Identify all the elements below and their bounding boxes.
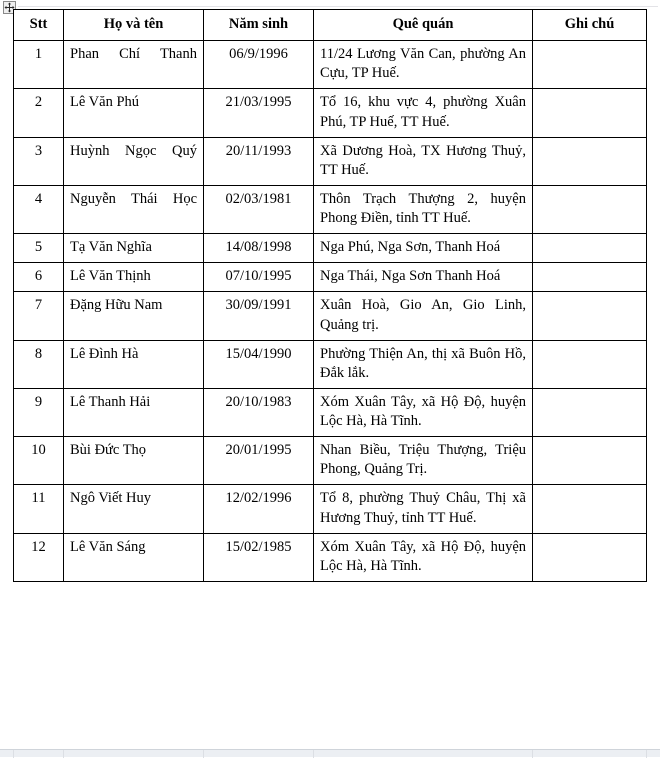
cell-name[interactable]: Ngô Viết Huy bbox=[64, 485, 204, 533]
cell-stt[interactable]: 2 bbox=[14, 89, 64, 137]
cell-hometown[interactable]: Nhan Biều, Triệu Thượng, Triệu Phong, Quảng Trị. bbox=[314, 437, 533, 485]
cell-hometown[interactable]: Phường Thiện An, thị xã Buôn Hồ, Đắk lắk. bbox=[314, 340, 533, 388]
cell-hometown[interactable]: Xóm Xuân Tây, xã Hộ Độ, huyện Lộc Hà, Hà Tĩnh. bbox=[314, 388, 533, 436]
cell-note[interactable] bbox=[533, 89, 647, 137]
table-row bbox=[14, 89, 647, 137]
cell-stt[interactable]: 12 bbox=[14, 533, 64, 581]
cell-name[interactable]: Lê Thanh Hải bbox=[64, 388, 204, 436]
column-header-note[interactable]: Ghi chú bbox=[533, 10, 647, 41]
table-row bbox=[14, 185, 647, 233]
cell-hometown[interactable]: Nga Phú, Nga Sơn, Thanh Hoá bbox=[314, 234, 533, 263]
cell-note[interactable] bbox=[533, 388, 647, 436]
cell-year-of-birth[interactable]: 20/01/1995 bbox=[204, 437, 314, 485]
cell-stt[interactable]: 4 bbox=[14, 185, 64, 233]
cell-name[interactable]: Nguyễn Thái Học bbox=[64, 185, 204, 233]
cell-year-of-birth[interactable]: 02/03/1981 bbox=[204, 185, 314, 233]
cell-note[interactable] bbox=[533, 533, 647, 581]
cell-stt[interactable]: 6 bbox=[14, 263, 64, 292]
cell-stt[interactable]: 1 bbox=[14, 41, 64, 89]
cell-hometown[interactable]: Xóm Xuân Tây, xã Hộ Độ, huyện Lộc Hà, Hà Tĩnh. bbox=[314, 533, 533, 581]
cell-year-of-birth[interactable]: 30/09/1991 bbox=[204, 292, 314, 340]
cell-note[interactable] bbox=[533, 137, 647, 185]
cell-year-of-birth[interactable]: 15/04/1990 bbox=[204, 340, 314, 388]
cell-year-of-birth[interactable]: 20/10/1983 bbox=[204, 388, 314, 436]
cell-hometown[interactable]: Tổ 8, phường Thuỷ Châu, Thị xã Hương Thuỷ, tỉnh TT Huế. bbox=[314, 485, 533, 533]
cell-note[interactable] bbox=[533, 41, 647, 89]
table-row bbox=[14, 533, 647, 581]
table-row bbox=[14, 234, 647, 263]
cell-stt[interactable]: 3 bbox=[14, 137, 64, 185]
table-row bbox=[14, 340, 647, 388]
column-header-name[interactable]: Họ và tên bbox=[64, 10, 204, 41]
cell-year-of-birth[interactable]: 20/11/1993 bbox=[204, 137, 314, 185]
cell-year-of-birth[interactable]: 06/9/1996 bbox=[204, 41, 314, 89]
cell-stt[interactable]: 10 bbox=[14, 437, 64, 485]
cell-hometown[interactable]: Thôn Trạch Thượng 2, huyện Phong Điền, tỉnh TT Huế. bbox=[314, 185, 533, 233]
table-row bbox=[14, 137, 647, 185]
cell-year-of-birth[interactable]: 07/10/1995 bbox=[204, 263, 314, 292]
cell-name[interactable]: Lê Văn Thịnh bbox=[64, 263, 204, 292]
cell-note[interactable] bbox=[533, 292, 647, 340]
table-row bbox=[14, 485, 647, 533]
table-row bbox=[14, 437, 647, 485]
cell-stt[interactable]: 8 bbox=[14, 340, 64, 388]
column-header-home[interactable]: Quê quán bbox=[314, 10, 533, 41]
column-header-stt[interactable]: Stt bbox=[14, 10, 64, 41]
table-header-row bbox=[14, 10, 647, 41]
page-bottom-edge bbox=[0, 749, 660, 757]
cell-name[interactable]: Lê Đình Hà bbox=[64, 340, 204, 388]
student-list-table bbox=[13, 9, 647, 582]
cell-hometown[interactable]: Tổ 16, khu vực 4, phường Xuân Phú, TP Huế, TT Huế. bbox=[314, 89, 533, 137]
cell-note[interactable] bbox=[533, 485, 647, 533]
cell-year-of-birth[interactable]: 12/02/1996 bbox=[204, 485, 314, 533]
table-row bbox=[14, 41, 647, 89]
cell-note[interactable] bbox=[533, 185, 647, 233]
cell-stt[interactable]: 7 bbox=[14, 292, 64, 340]
cell-name[interactable]: Lê Văn Phú bbox=[64, 89, 204, 137]
cell-note[interactable] bbox=[533, 263, 647, 292]
cell-note[interactable] bbox=[533, 437, 647, 485]
cell-hometown[interactable]: 11/24 Lương Văn Can, phường An Cựu, TP Huế. bbox=[314, 41, 533, 89]
cell-year-of-birth[interactable]: 14/08/1998 bbox=[204, 234, 314, 263]
cell-hometown[interactable]: Xã Dương Hoà, TX Hương Thuỷ, TT Huế. bbox=[314, 137, 533, 185]
cell-name[interactable]: Bùi Đức Thọ bbox=[64, 437, 204, 485]
cell-name[interactable]: Phan Chí Thanh bbox=[64, 41, 204, 89]
cell-stt[interactable]: 9 bbox=[14, 388, 64, 436]
ruler-divider bbox=[18, 6, 658, 7]
cell-stt[interactable]: 11 bbox=[14, 485, 64, 533]
cell-year-of-birth[interactable]: 15/02/1985 bbox=[204, 533, 314, 581]
cell-hometown[interactable]: Xuân Hoà, Gio An, Gio Linh, Quảng trị. bbox=[314, 292, 533, 340]
cell-name[interactable]: Huỳnh Ngọc Quý bbox=[64, 137, 204, 185]
cell-hometown[interactable]: Nga Thái, Nga Sơn Thanh Hoá bbox=[314, 263, 533, 292]
table-row bbox=[14, 292, 647, 340]
cell-name[interactable]: Đặng Hữu Nam bbox=[64, 292, 204, 340]
cell-note[interactable] bbox=[533, 234, 647, 263]
cell-name[interactable]: Tạ Văn Nghĩa bbox=[64, 234, 204, 263]
table-row bbox=[14, 388, 647, 436]
column-header-dob[interactable]: Năm sinh bbox=[204, 10, 314, 41]
cell-name[interactable]: Lê Văn Sáng bbox=[64, 533, 204, 581]
table-body bbox=[14, 41, 647, 582]
cell-note[interactable] bbox=[533, 340, 647, 388]
cell-year-of-birth[interactable]: 21/03/1995 bbox=[204, 89, 314, 137]
cell-stt[interactable]: 5 bbox=[14, 234, 64, 263]
table-row bbox=[14, 263, 647, 292]
